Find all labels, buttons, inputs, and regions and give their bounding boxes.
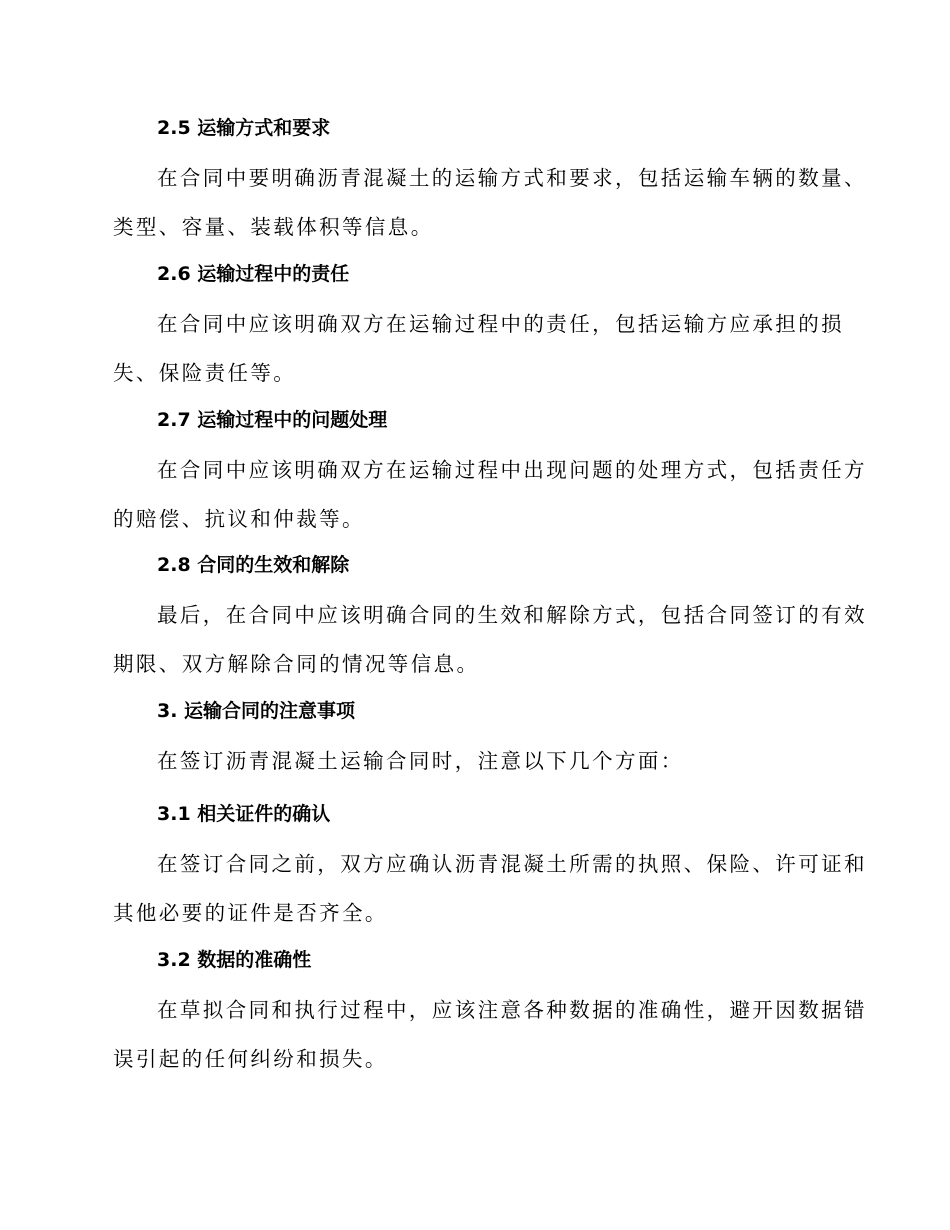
section-paragraph-3: [113, 737, 833, 786]
section-heading-2-5: 2.5 运输方式和要求: [157, 117, 331, 139]
section-paragraph-2-5: [113, 154, 867, 252]
paragraph-line: 在合同中应该明确双方在运输过程中的责任，包括运输方应承担的损: [157, 312, 844, 336]
section-heading-3-2: 3.2 数据的准确性: [157, 949, 312, 971]
paragraph-line: 在签订沥青混凝土运输合同时，注意以下几个方面：: [157, 749, 684, 773]
paragraph-line: 的赔偿、抗议和仲裁等。: [113, 507, 365, 531]
section-paragraph-3-2: [113, 986, 867, 1084]
paragraph-line: 失、保险责任等。: [113, 361, 297, 385]
paragraph-line: 其他必要的证件是否齐全。: [113, 901, 388, 925]
section-paragraph-2-6: [113, 300, 844, 398]
section-paragraph-2-7: [113, 446, 867, 544]
paragraph-line: 类型、容量、装载体积等信息。: [113, 215, 434, 239]
section-paragraph-3-1: [113, 840, 867, 938]
paragraph-line: 在签订合同之前，双方应确认沥青混凝土所需的执照、保险、许可证和: [157, 852, 867, 876]
section-heading-2-7: 2.7 运输过程中的问题处理: [157, 409, 388, 431]
section-heading-3-1: 3.1 相关证件的确认: [157, 803, 331, 825]
paragraph-line: 期限、双方解除合同的情况等信息。: [113, 652, 480, 676]
paragraph-line: 在合同中要明确沥青混凝土的运输方式和要求，包括运输车辆的数量、: [157, 166, 867, 190]
section-paragraph-2-8: [113, 591, 867, 689]
section-heading-2-8: 2.8 合同的生效和解除: [157, 554, 350, 576]
section-heading-3: 3. 运输合同的注意事项: [157, 700, 356, 722]
paragraph-line: 最后，在合同中应该明确合同的生效和解除方式，包括合同签订的有效: [157, 603, 867, 627]
paragraph-line: 误引起的任何纠纷和损失。: [113, 1047, 388, 1071]
section-heading-2-6: 2.6 运输过程中的责任: [157, 263, 350, 285]
paragraph-line: 在合同中应该明确双方在运输过程中出现问题的处理方式，包括责任方: [157, 458, 867, 482]
paragraph-line: 在草拟合同和执行过程中，应该注意各种数据的准确性，避开因数据错: [157, 998, 867, 1022]
